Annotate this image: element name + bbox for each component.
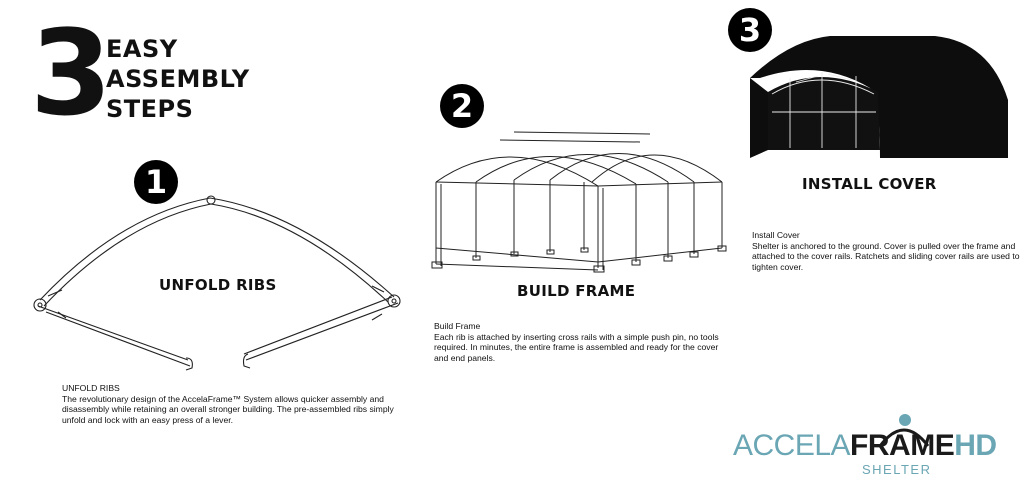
logo-shelter: SHELTER (862, 462, 932, 477)
logo-accela: ACCELA (733, 429, 851, 462)
step-2-title: BUILD FRAME (517, 282, 636, 300)
logo-frame: FRAME (850, 429, 955, 462)
headline-line-3: STEPS (106, 95, 194, 123)
step-3-badge: 3 (728, 8, 772, 52)
step-1-badge: 1 (134, 160, 178, 204)
step-3-desc-title: Install Cover (752, 230, 800, 240)
step-1-title: UNFOLD RIBS (159, 276, 277, 294)
headline-line-2: ASSEMBLY (106, 65, 250, 93)
step-2-badge: 2 (440, 84, 484, 128)
step-2-desc-text: Each rib is attached by inserting cross rails with a simple push pin, no tools required. In minutes, the entire frame is assembled and ready for the cover and end panels. (434, 331, 719, 363)
step-2-desc-title: Build Frame (434, 321, 481, 331)
headline-line-1: EASY (106, 35, 178, 63)
step-1-desc-title: UNFOLD RIBS (62, 383, 120, 393)
big-number-3: 3 (30, 4, 111, 142)
logo-hd: HD (954, 429, 997, 462)
step-3-title: INSTALL COVER (802, 175, 937, 193)
step-3-desc-text: Shelter is anchored to the ground. Cover is pulled over the frame and attached to the cover rails. Ratchets and sliding cover rails are used to tighten cover. (752, 240, 1020, 272)
step-1-desc-text: The revolutionary design of the AccelaFrame™ System allows quicker assembly and disassembly while retaining an overall stronger building. The pre-assembled ribs simply unfold and lock with an easy press of a lever. (62, 393, 394, 425)
